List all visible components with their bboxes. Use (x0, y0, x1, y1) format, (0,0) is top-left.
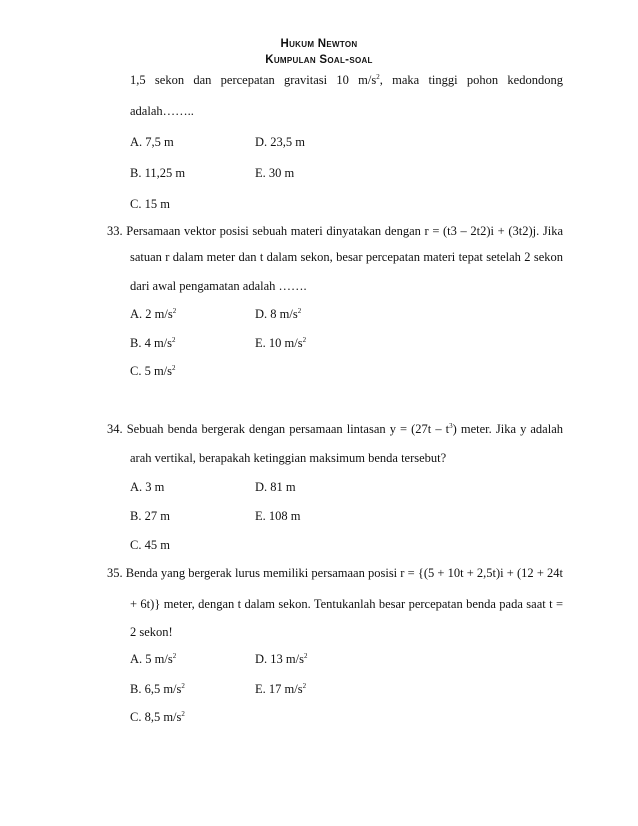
page-header (0, 36, 638, 68)
q34-superscript: 3 (449, 422, 453, 430)
q34-option-e: E. 108 m (255, 509, 301, 523)
q32-option-b: B. 11,25 m (130, 166, 186, 180)
q33-option-d: D. 8 $m/s^2$ (255, 307, 302, 321)
q33-option-c: C. 5 $m/s^2$ (130, 364, 176, 378)
q35-option-a: A. 5 $m/s^2$ (130, 652, 177, 666)
header-subtitle: Kumpulan Soal-soal (265, 54, 373, 66)
q34-option-c: C. 45 m (130, 538, 170, 552)
q35-option-d: D. 13 $m/s^2$ (255, 652, 308, 666)
header-title: Hukum Newton (280, 38, 358, 50)
q35-line-3: 2 sekon! (130, 625, 173, 639)
q32-line-2: adalah…….. (130, 104, 194, 118)
q33-line-2: satuan r dalam meter dan t dalam sekon, besar percepatan materi tepat setelah 2 sekon (130, 250, 563, 264)
q33-option-e: E. 10 $m/s^2$ (255, 336, 307, 350)
q33-line-3: dari awal pengamatan adalah ……. (130, 279, 307, 293)
q33-line-1-text: 33. Persamaan vektor posisi sebuah materi dinyatakan dengan r = (t3 – 2t2)i + (3t2)j. Jika (107, 224, 563, 238)
q35-line-2: + 6t)} meter, dengan t dalam sekon. Tentukanlah besar percepatan benda pada saat t = (130, 597, 563, 611)
q34-option-b: B. 27 m (130, 509, 170, 523)
q35-option-b: B. 6,5 $m/s^2$ (130, 682, 185, 696)
q32-option-a: A. 7,5 m (130, 135, 174, 149)
q32-superscript: 2 (376, 73, 380, 81)
q34-line-1-text: 34. Sebuah benda bergerak dengan persamaan lintasan y = (27t – t (107, 422, 450, 436)
q34-line-1-end: ) meter. Jika y adalah (452, 422, 564, 436)
q32-line-1-end: , maka tinggi pohon kedondong (379, 73, 563, 87)
q33-option-a: A. 2 $m/s^2$ (130, 307, 177, 321)
q34-option-a: A. 3 m (130, 480, 165, 494)
q34-option-d: D. 81 m (255, 480, 296, 494)
q35-line-1-text: 35. Benda yang bergerak lurus memiliki persamaan posisi r = {(5 + 10t + 2,5t)i + (12 + 24t (107, 566, 563, 580)
q35-option-e: E. 17 $m/s^2$ (255, 682, 307, 696)
q33-option-b: B. 4 $m/s^2$ (130, 336, 176, 350)
q32-option-e: E. 30 m (255, 166, 295, 180)
q34-line-2: arah vertikal, berapakah ketinggian maksimum benda tersebut? (130, 451, 447, 465)
q32-option-c: C. 15 m (130, 197, 170, 211)
q35-option-c: C. 8,5 $m/s^2$ (130, 710, 185, 724)
q32-line-1-text: 1,5 sekon dan percepatan gravitasi 10 m/s (130, 73, 377, 87)
q32-line-1 (130, 72, 563, 88)
q32-option-d: D. 23,5 m (255, 135, 305, 149)
